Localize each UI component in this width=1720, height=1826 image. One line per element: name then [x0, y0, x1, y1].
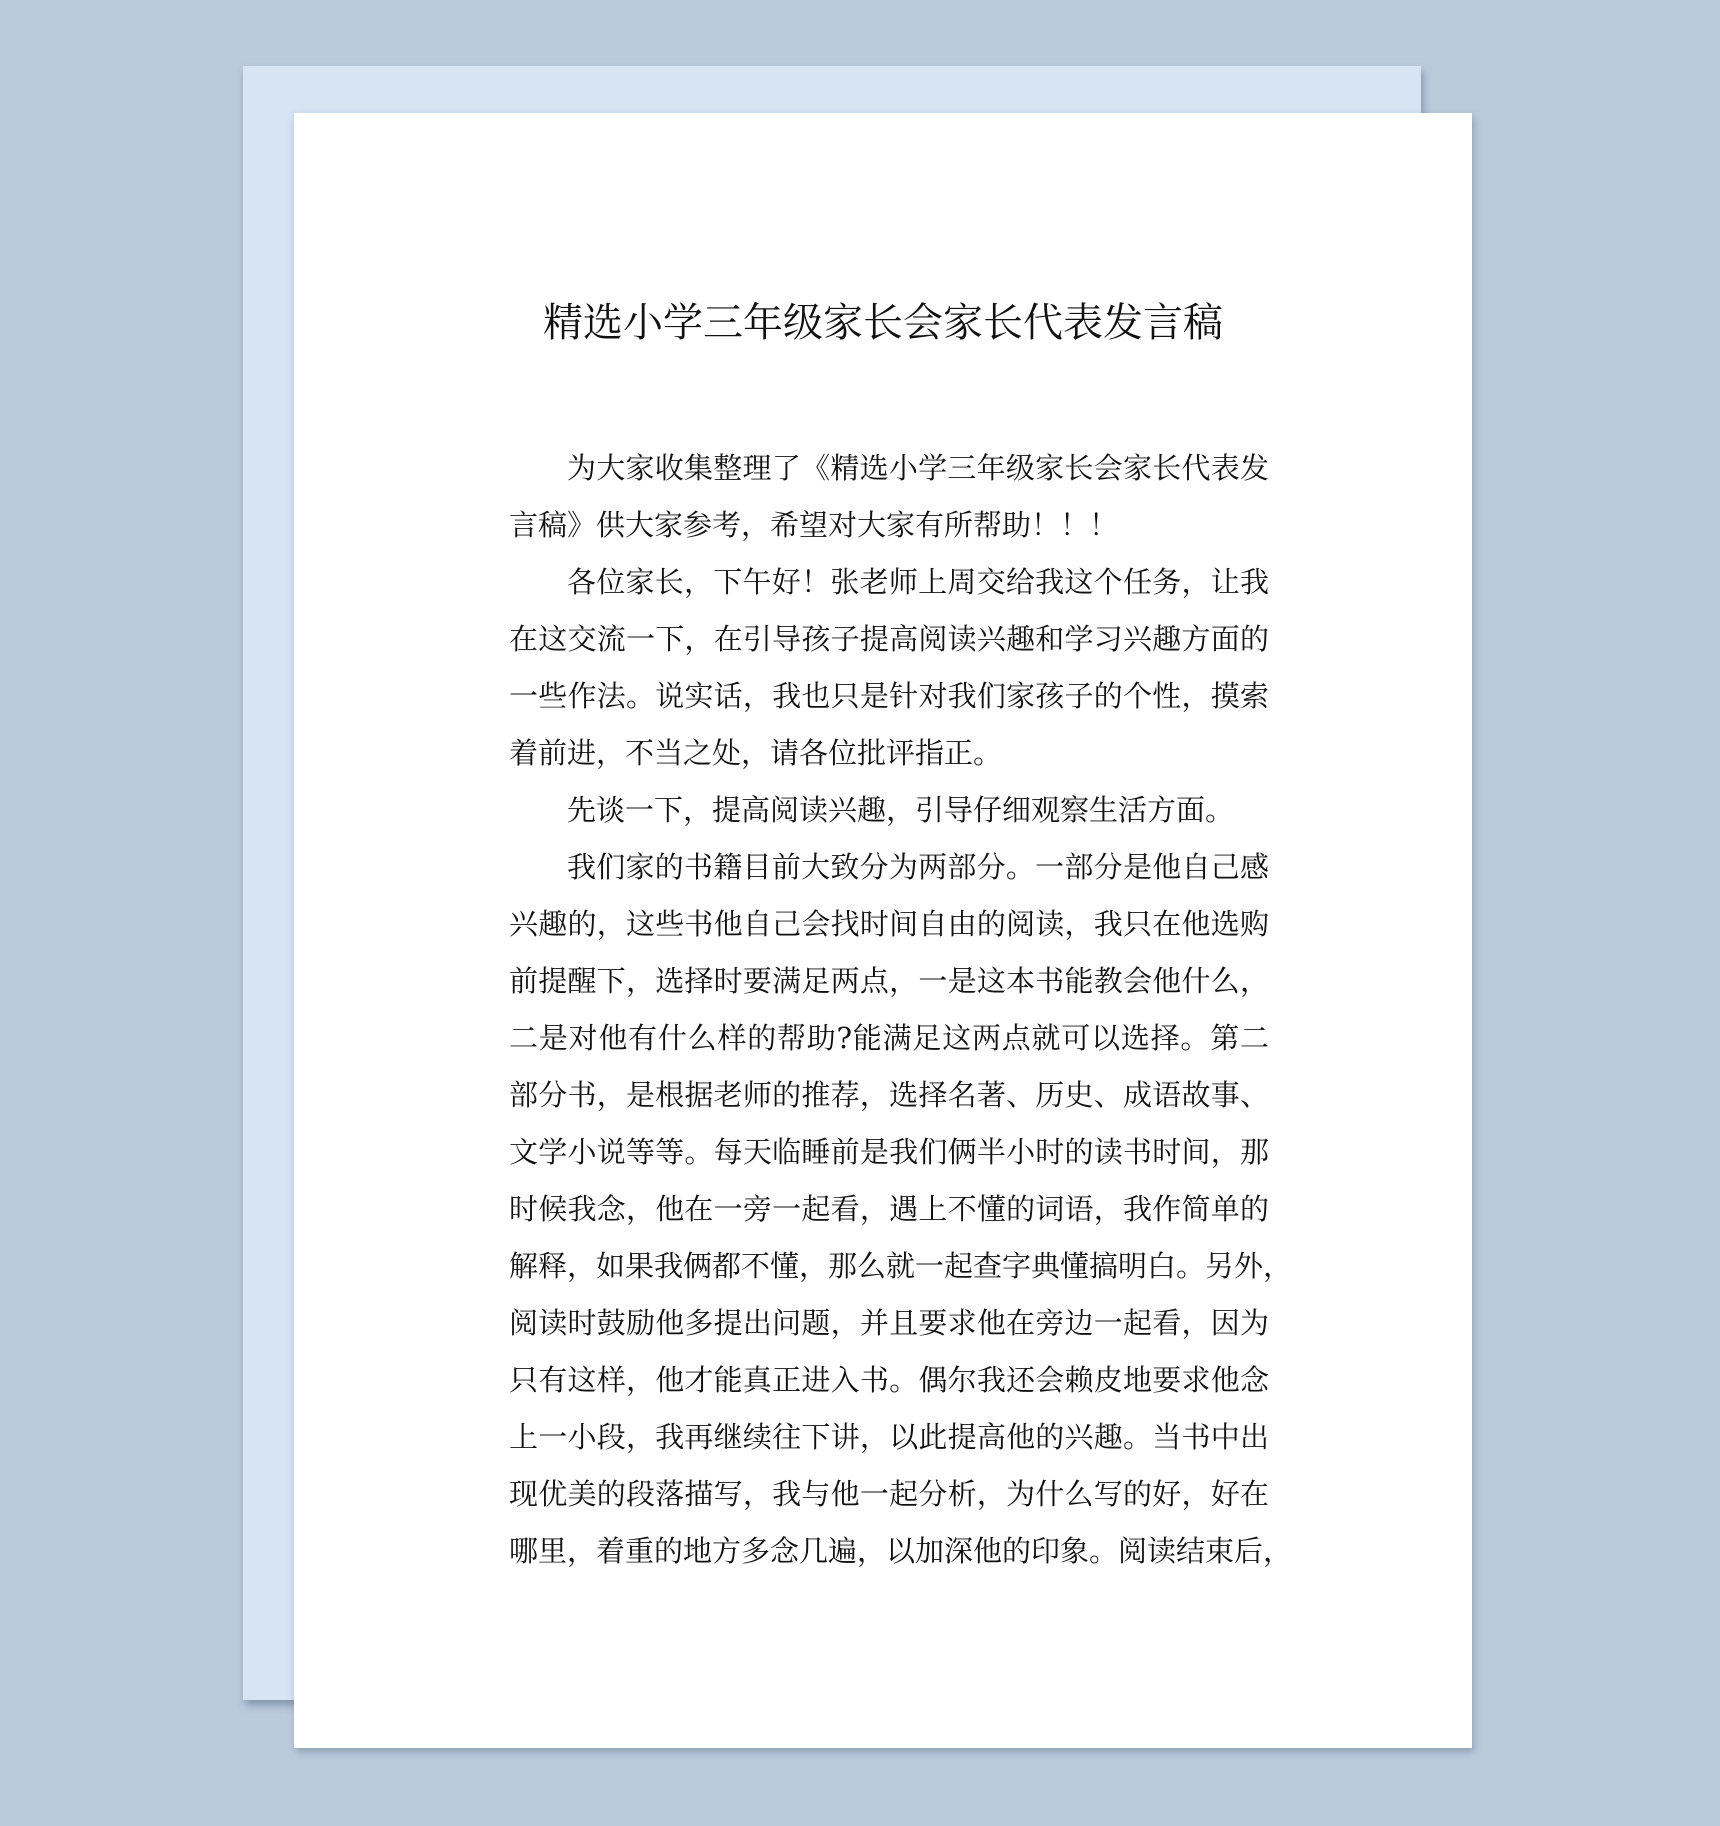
document-title: 精选小学三年级家长会家长代表发言稿	[543, 300, 1223, 346]
text-line: 我们家的书籍目前大致分为两部分。一部分是他自己感	[567, 850, 1269, 884]
text-line: 言稿》供大家参考，希望对大家有所帮助！！！	[509, 508, 1119, 542]
text-line: 二是对他有什么样的帮助?能满足这两点就可以选择。第二	[509, 1021, 1269, 1055]
text-line: 着前进，不当之处，请各位批评指正。	[509, 736, 1003, 770]
text-line: 各位家长，下午好！张老师上周交给我这个任务，让我	[567, 565, 1269, 599]
document-body	[509, 440, 1293, 1580]
text-line: 文学小说等等。每天临睡前是我们俩半小时的读书时间，那	[509, 1135, 1269, 1169]
text-line: 解释，如果我俩都不懂，那么就一起查字典懂搞明白。另外，	[509, 1249, 1293, 1283]
text-line: 先谈一下，提高阅读兴趣，引导仔细观察生活方面。	[567, 793, 1235, 827]
text-line: 只有这样，他才能真正进入书。偶尔我还会赖皮地要求他念	[509, 1363, 1269, 1397]
text-line: 部分书，是根据老师的推荐，选择名著、历史、成语故事、	[509, 1078, 1269, 1112]
text-line: 时候我念，他在一旁一起看，遇上不懂的词语，我作简单的	[509, 1192, 1269, 1226]
text-line: 阅读时鼓励他多提出问题，并且要求他在旁边一起看，因为	[509, 1306, 1269, 1340]
text-line: 上一小段，我再继续往下讲，以此提高他的兴趣。当书中出	[509, 1420, 1269, 1454]
text-line: 一些作法。说实话，我也只是针对我们家孩子的个性，摸索	[509, 679, 1269, 713]
text-line: 为大家收集整理了《精选小学三年级家长会家长代表发	[567, 451, 1269, 485]
text-line: 在这交流一下，在引导孩子提高阅读兴趣和学习兴趣方面的	[509, 622, 1269, 656]
text-line: 现优美的段落描写，我与他一起分析，为什么写的好，好在	[509, 1477, 1269, 1511]
text-line: 哪里，着重的地方多念几遍，以加深他的印象。阅读结束后，	[509, 1534, 1293, 1568]
document-page	[294, 113, 1472, 1748]
text-line: 兴趣的，这些书他自己会找时间自由的阅读，我只在他选购	[509, 907, 1269, 941]
text-line: 前提醒下，选择时要满足两点，一是这本书能教会他什么，	[509, 964, 1269, 998]
